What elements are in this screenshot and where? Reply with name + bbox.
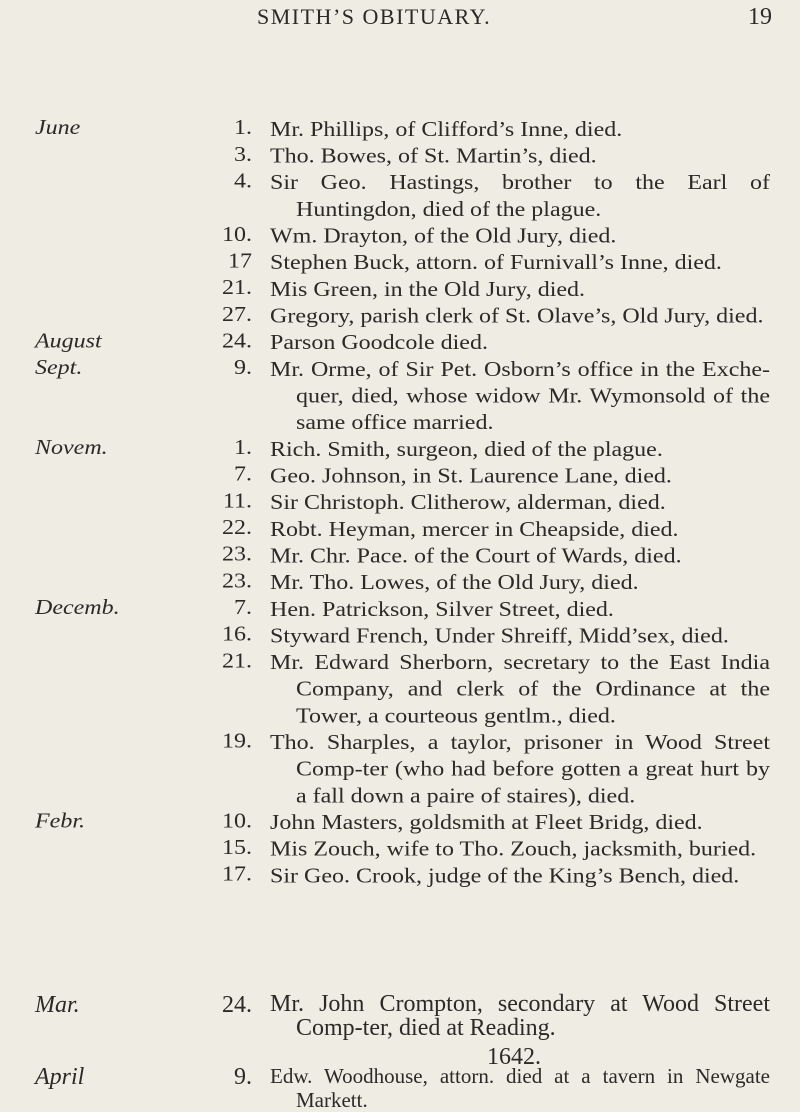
entry-text: Hen. Patrickson, Silver Street, died. [270, 598, 614, 621]
entry-day: 4. [234, 170, 252, 193]
entry-text: John Masters, goldsmith at Fleet Bridg, died. [270, 811, 703, 835]
entry-day: 3. [234, 143, 252, 166]
entry-text: Rich. Smith, surgeon, died of the plague. [270, 438, 663, 461]
entry-text: Mr. Tho. Lowes, of the Old Jury, died. [270, 571, 639, 595]
entry-text: Sir Geo. Crook, judge of the King’s Bench, died. [270, 865, 740, 888]
entry-day: 11. [222, 490, 252, 513]
entry-month: Mar. [35, 992, 80, 1018]
entry-month: Decemb. [35, 596, 120, 620]
entry-month: Febr. [35, 810, 85, 833]
entry-text: Mr. Chr. Pace. of the Court of Wards, died. [270, 545, 682, 568]
entry-day: 24. [222, 992, 252, 1018]
entry-day: 16. [222, 623, 252, 646]
entry-day: 22. [222, 516, 252, 540]
entry-month: August [35, 330, 102, 353]
entry-month: April [35, 1064, 85, 1090]
page-number: 19 [748, 4, 772, 30]
entry-month: June [35, 116, 81, 140]
entry-day: 15. [222, 836, 252, 860]
entry-text: Mis Zouch, wife to Tho. Zouch, jacksmith, buried. [270, 838, 757, 861]
running-title: SMITH’S OBITUARY. [257, 4, 492, 29]
entry-day: 17 [228, 250, 252, 273]
entry-text: Edw. Woodhouse, attorn. died at a tavern in Newgate Markett. [270, 1064, 770, 1112]
entry-day: 23. [222, 543, 252, 566]
entry-day: 1. [234, 116, 252, 140]
entry-text: Stephen Buck, attorn. of Furnivall’s Inne, died. [270, 251, 722, 275]
entry-day: 19. [222, 730, 252, 753]
entry-day: 10. [222, 223, 252, 246]
entry-text: Tho. Bowes, of St. Martin’s, died. [270, 145, 597, 168]
entry-day: 10. [222, 810, 252, 833]
entry-day: 21. [222, 650, 252, 673]
entry-month: Novem. [35, 436, 108, 460]
entry-text: Gregory, parish clerk of St. Olave’s, Old Jury, died. [270, 305, 764, 328]
entry-day: 21. [222, 276, 252, 300]
entry-text: Robt. Heyman, mercer in Cheapside, died. [270, 518, 679, 541]
entry-text: Sir Geo. Hastings, brother to the Earl of Huntingdon, died of the plague. [270, 172, 770, 222]
entry-day: 24. [222, 330, 252, 353]
entry-text: Styward French, Under Shreiff, Midd’sex, died. [270, 625, 729, 648]
entry-day: 7. [234, 596, 252, 620]
entry-text: Mr. Phillips, of Clifford’s Inne, died. [270, 118, 623, 142]
entry-day: 23. [222, 570, 252, 593]
entry-text: Mr. Orme, of Sir Pet. Osborn’s office in the Exche-quer, died, whose widow Mr. Wymonsold of the same office married. [270, 358, 770, 435]
entry-month: Sept. [35, 356, 83, 380]
entry-text: Geo. Johnson, in St. Laurence Lane, died. [270, 465, 672, 488]
entry-day: 9. [234, 1064, 252, 1090]
entry-text: Mr. Edward Sherborn, secretary to the East India Company, and clerk of the Ordinance at the Tower, a courteous gentlm., died. [270, 651, 770, 728]
entry-day: 1. [234, 436, 252, 460]
entry-text: Sir Christoph. Clitherow, alderman, died. [270, 491, 666, 515]
entry-text: Parson Goodcole died. [270, 331, 488, 355]
entry-text: Mr. John Crompton, secondary at Wood Street Comp-ter, died at Reading. [270, 991, 770, 1041]
entry-text: Wm. Drayton, of the Old Jury, died. [270, 225, 617, 248]
entry-day: 17. [222, 863, 252, 886]
year-heading-text: 1642. [487, 1044, 541, 1070]
entry-day: 9. [234, 356, 252, 380]
entry-text: Mis Green, in the Old Jury, died. [270, 278, 586, 301]
entry-day: 7. [234, 463, 252, 486]
entry-day: 27. [222, 303, 252, 326]
entry-text: Tho. Sharples, a taylor, prisoner in Wood Street Comp-ter (who had before gotten a great hurt by a fall down a paire of staires), died. [270, 731, 770, 808]
